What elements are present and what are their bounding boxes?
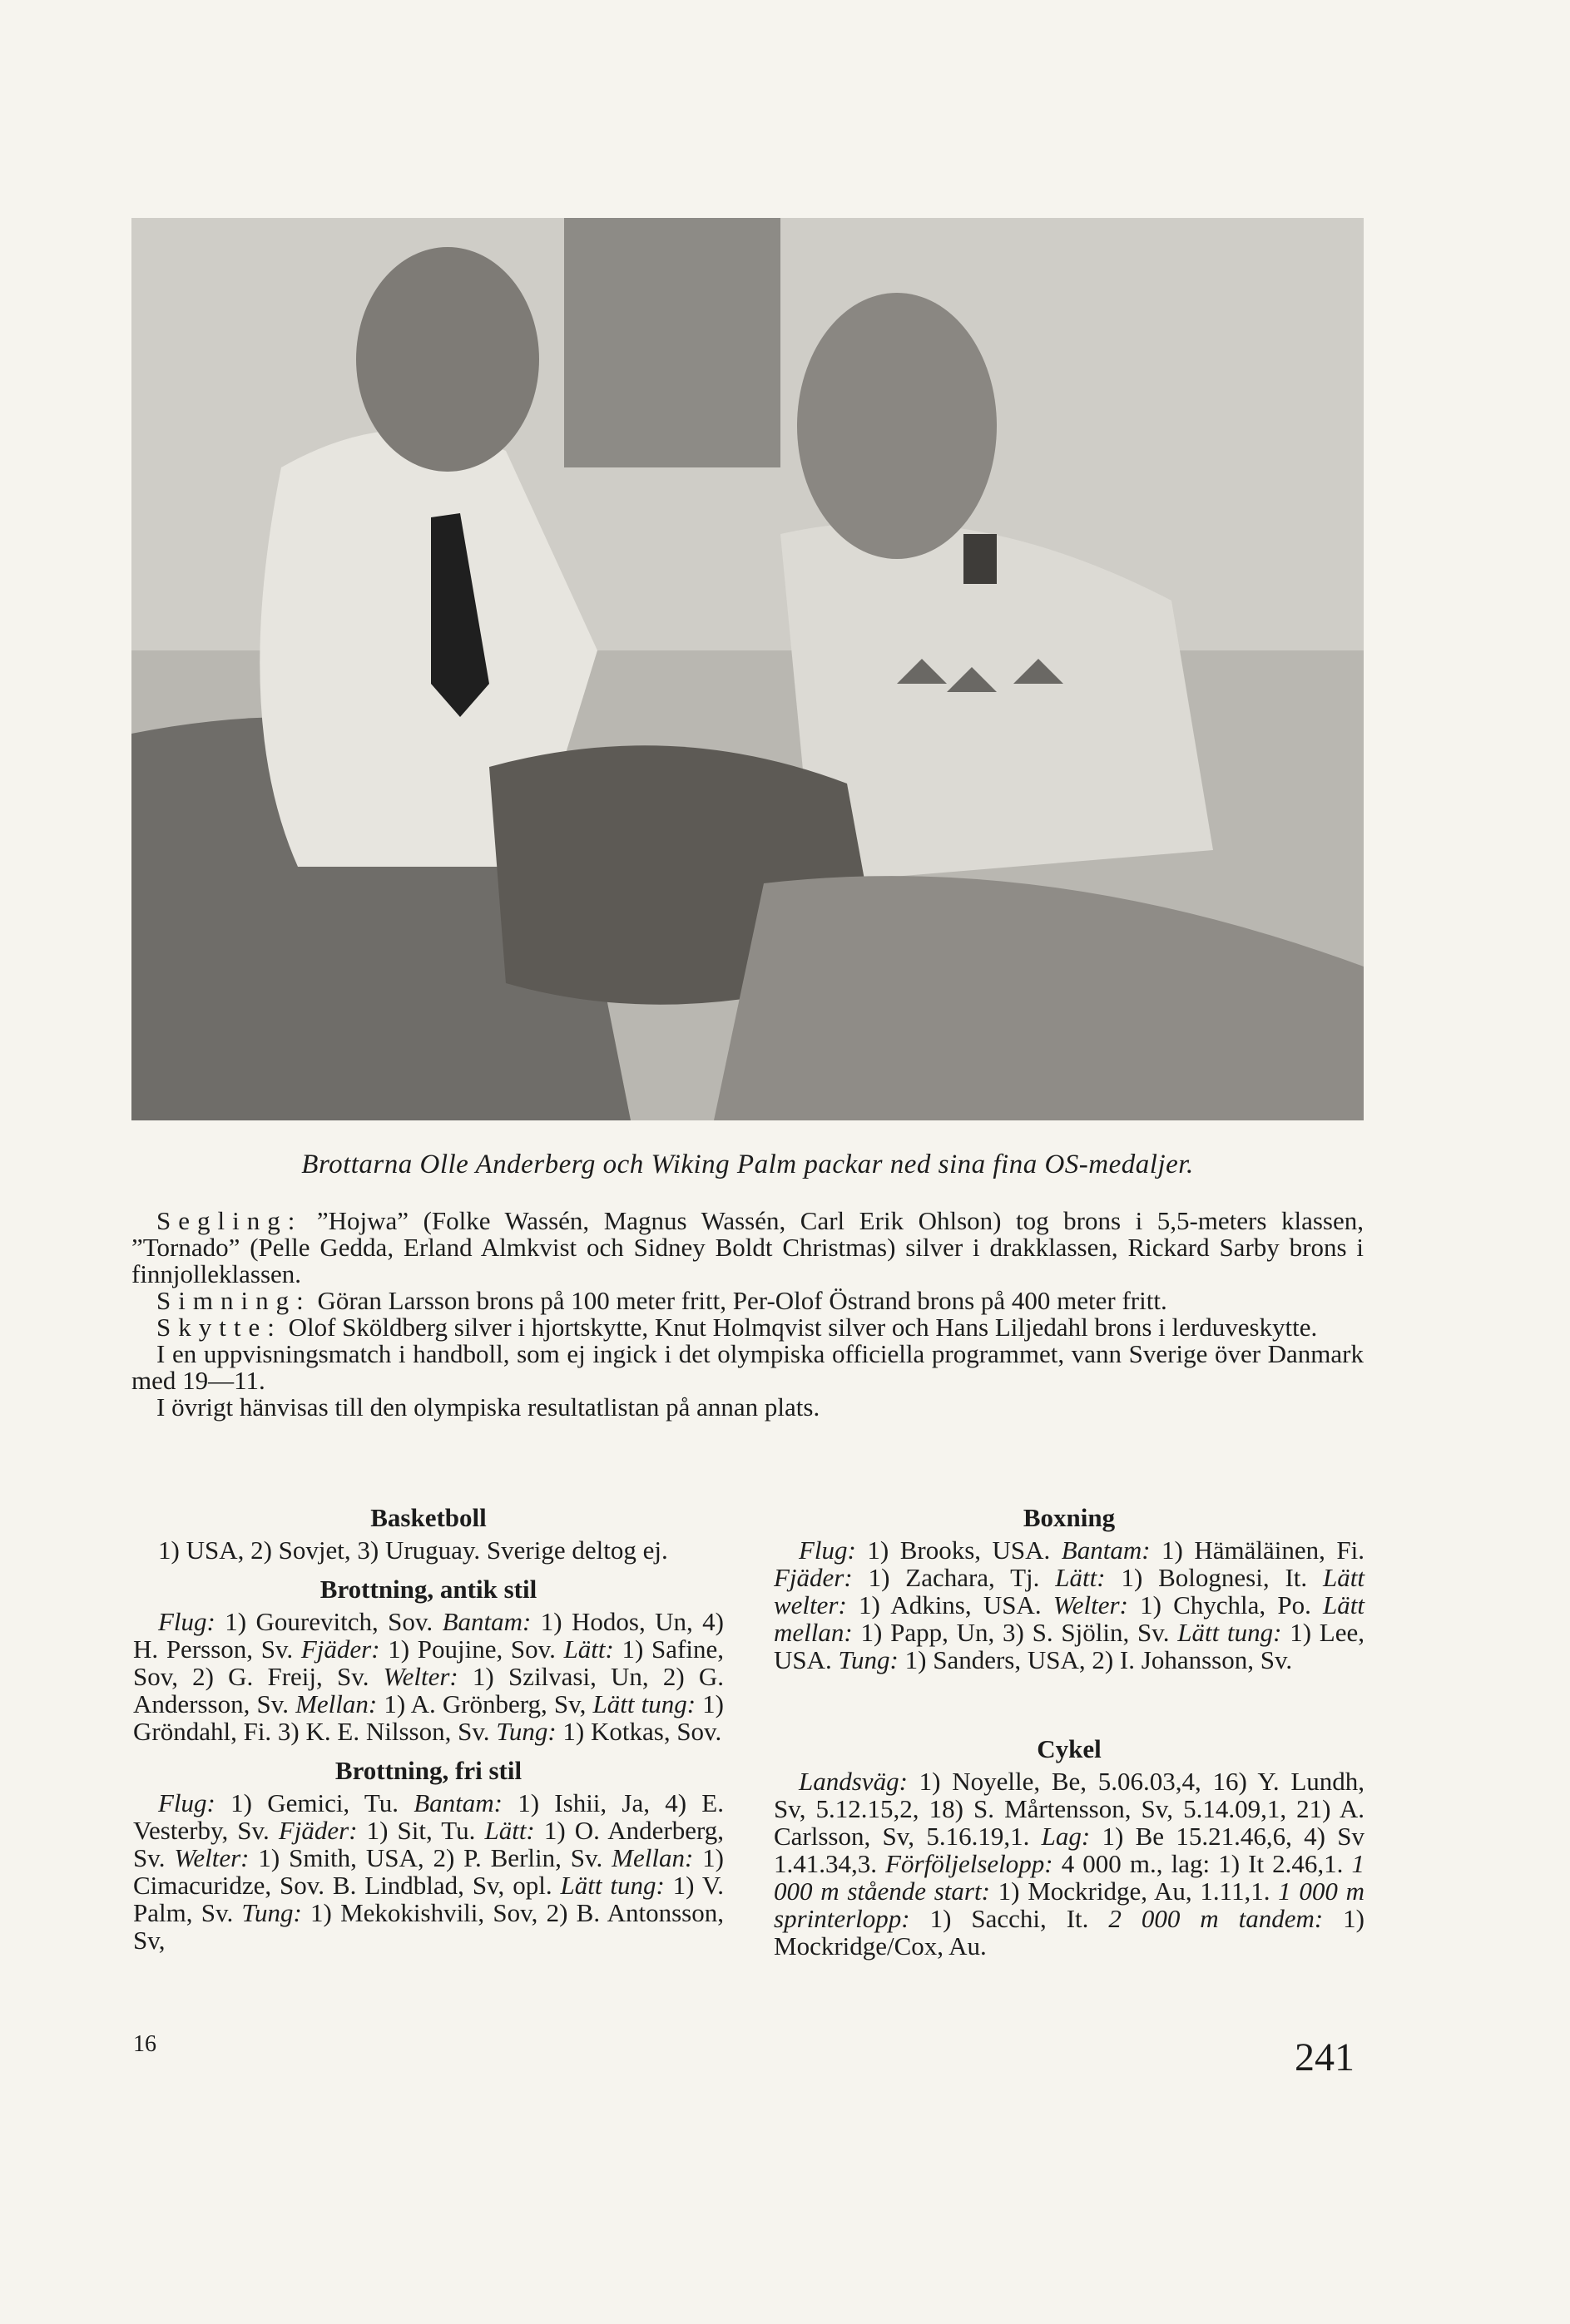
intro-shooting: Skytte: Olof Sköldberg silver i hjortskytte, Knut Holmqvist silver och Hans Liljedahl brons i lerduveskytte.	[156, 1313, 1318, 1342]
page-number: 241	[1295, 2035, 1355, 2079]
intro-swimming: Simning: Göran Larsson brons på 100 meter fritt, Per-Olof Östrand brons på 400 meter fritt.	[156, 1286, 1167, 1315]
wrestling-free-results: Flug: 1) Gemici, Tu. Bantam: 1) Ishii, Ja, 4) E. Vesterby, Sv. Fjäder: 1) Sit, Tu. Lätt: 1) O. Anderberg, Sv. Welter: 1) Smith, USA, 2) P. Berlin, Sv. Mellan: 1) Cimacuridze, Sov. B. Lindblad, Sv, opl. Lätt tung: 1) V. Palm, Sv. Tung: 1) Mekokishvili, Sov, 2) B. Antonsson, Sv,	[133, 1788, 725, 1955]
signature-mark: 16	[133, 2031, 156, 2057]
boxing-heading: Boxning	[1023, 1503, 1116, 1532]
photo-illustration	[131, 218, 1364, 1120]
intro-results: I övrigt hänvisas till den olympiska resultatlistan på annan plats.	[156, 1392, 820, 1422]
left-column	[133, 1504, 724, 1966]
cycling-results: Landsväg: 1) Noyelle, Be, 5.06.03,4, 16) Y. Lundh, Sv, 5.12.15,2, 18) S. Mårtensson, Sv, 5.14.09,1, 21) A. Carlsson, Sv, 5.16.19,1. Lag: 1) Be 15.21.46,6, 4) Sv 1.41.34,3. Förföljelselopp: 4 000 m., lag: 1) It 2.46,1. 1 000 m stående start: 1) Mockridge, Au, 1.11,1. 1 000 m sprinterlopp: 1) Sacchi, It. 2 000 m tandem: 1) Mockridge/Cox, Au.	[774, 1767, 1365, 1961]
basketball-heading: Basketboll	[370, 1503, 487, 1532]
wrestling-classic-results: Flug: 1) Gourevitch, Sov. Bantam: 1) Hodos, Un, 4) H. Persson, Sv. Fjäder: 1) Poujine, Sov. Lätt: 1) Safine, Sov, 2) G. Freij, Sv. Welter: 1) Szilvasi, Un, 2) G. Andersson, Sv. Mellan: 1) A. Grönberg, Sv, Lätt tung: 1) Gröndahl, Fi. 3) K. E. Nilsson, Sv. Tung: 1) Kotkas, Sov.	[133, 1607, 725, 1746]
column-spacer	[774, 1685, 1364, 1735]
wrestling-classic-heading: Brottning, antik stil	[319, 1575, 537, 1604]
right-column	[774, 1504, 1364, 1971]
photo-wrestlers	[131, 218, 1364, 1120]
intro-text	[131, 1208, 1364, 1421]
cycling-heading: Cykel	[1037, 1734, 1102, 1763]
basketball-results: 1) USA, 2) Sovjet, 3) Uruguay. Sverige deltog ej.	[158, 1535, 668, 1565]
boxing-results: Flug: 1) Brooks, USA. Bantam: 1) Hämäläinen, Fi. Fjäder: 1) Zachara, Tj. Lätt: 1) Bolognesi, It. Lätt welter: 1) Adkins, USA. Welter: 1) Chychla, Po. Lätt mellan: 1) Papp, Un, 3) S. Sjölin, Sv. Lätt tung: 1) Lee, USA. Tung: 1) Sanders, USA, 2) I. Johansson, Sv.	[774, 1535, 1364, 1674]
photo-caption: Brottarna Olle Anderberg och Wiking Palm packar ned sina fina OS-medaljer.	[301, 1150, 1194, 1179]
intro-sailing: Segling: ”Hojwa” (Folke Wassén, Magnus Wassén, Carl Erik Ohlson) tog brons i 5,5-meters klassen, ”Tornado” (Pelle Gedda, Erland Almkvist och Sidney Boldt Christmas) silver i drakklassen, Rickard Sarby brons i finnjolleklassen.	[131, 1206, 1364, 1288]
wrestling-free-heading: Brottning, fri stil	[334, 1756, 523, 1785]
intro-handball: I en uppvisningsmatch i handboll, som ej ingick i det olympiska officiella programmet, vann Sverige över Danmark med 19—11.	[131, 1339, 1364, 1395]
